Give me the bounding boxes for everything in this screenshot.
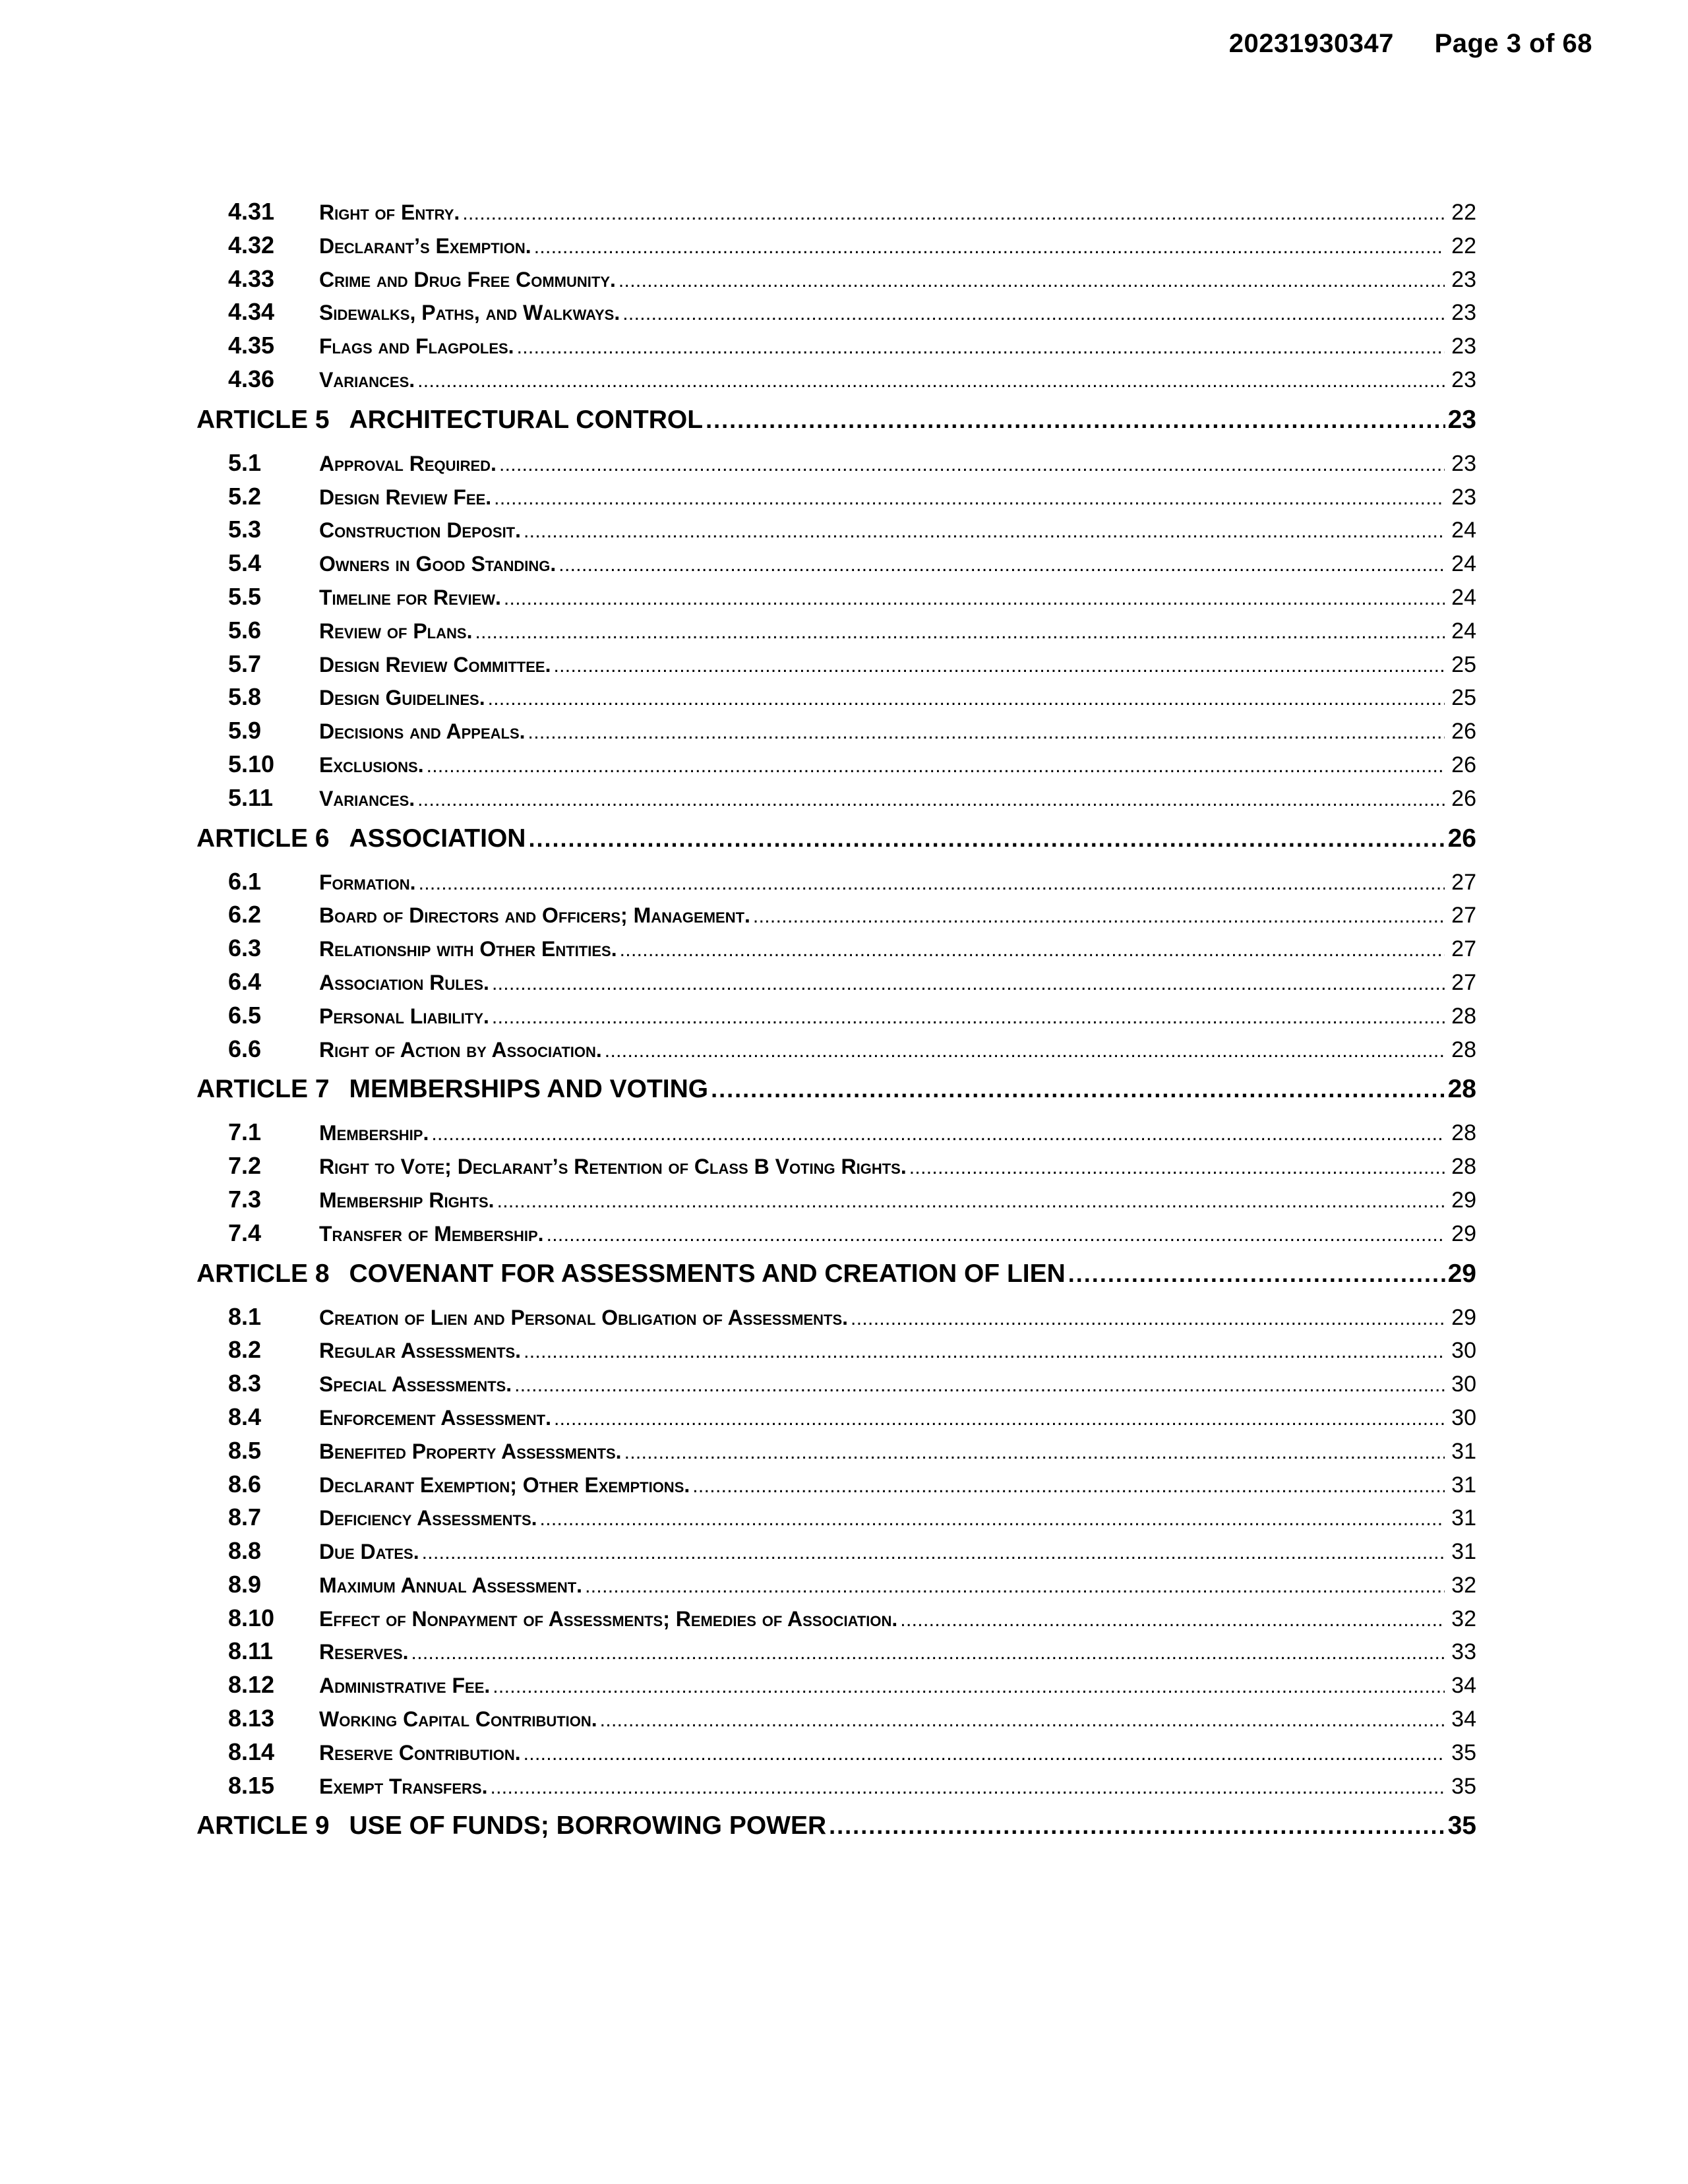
section-number: 5.3	[228, 516, 262, 543]
toc-entry	[196, 1035, 1476, 1069]
toc-article-heading	[196, 1259, 1476, 1295]
toc-entry	[196, 934, 1476, 968]
article-title: COVENANT FOR ASSESSMENTS AND CREATION OF LIEN	[349, 1259, 1066, 1288]
dot-leader	[493, 1676, 1445, 1698]
dot-leader	[417, 370, 1445, 392]
article-label: ARTICLE 6	[196, 824, 330, 853]
section-number: 8.14	[228, 1738, 275, 1765]
section-number: 5.9	[228, 717, 262, 744]
section-title: Administrative Fee.	[319, 1674, 491, 1698]
section-number: 4.33	[228, 264, 275, 292]
toc-entry	[196, 332, 1476, 365]
page-header	[1229, 29, 1592, 59]
section-number: 8.5	[228, 1436, 262, 1464]
dot-leader	[492, 973, 1445, 995]
dot-leader	[528, 721, 1445, 744]
section-page-number: 23	[1451, 334, 1476, 359]
toc-entry	[196, 901, 1476, 934]
section-title: Design Guidelines.	[319, 686, 485, 710]
section-page-number: 27	[1451, 869, 1476, 895]
article-page-number: 29	[1447, 1259, 1476, 1288]
section-title: Crime and Drug Free Community.	[319, 267, 616, 291]
section-title: Membership.	[319, 1121, 429, 1145]
section-title: Exempt Transfers.	[319, 1774, 488, 1798]
section-number: 8.1	[228, 1302, 262, 1330]
dot-leader	[524, 520, 1445, 543]
section-number: 5.1	[228, 448, 262, 476]
section-page-number: 31	[1451, 1472, 1476, 1498]
section-title: Owners in Good Standing.	[319, 552, 557, 576]
section-page-number: 24	[1451, 518, 1476, 543]
section-page-number: 23	[1451, 367, 1476, 392]
section-page-number: 28	[1451, 1037, 1476, 1062]
article-page-number: 35	[1447, 1811, 1476, 1840]
toc-entry	[196, 784, 1476, 818]
toc-entry	[196, 683, 1476, 717]
section-page-number: 26	[1451, 719, 1476, 744]
toc-entry	[196, 750, 1476, 784]
section-number: 7.2	[228, 1152, 262, 1180]
article-title: ARCHITECTURAL CONTROL	[349, 405, 704, 434]
section-title: Approval Required.	[319, 451, 497, 475]
section-title: Creation of Lien and Personal Obligation of Assessments.	[319, 1305, 849, 1329]
section-page-number: 27	[1451, 903, 1476, 928]
dot-leader	[494, 487, 1445, 510]
section-title: Construction Deposit.	[319, 518, 522, 543]
dot-leader	[462, 202, 1445, 225]
section-number: 8.3	[228, 1370, 262, 1397]
article-label: ARTICLE 9	[196, 1811, 330, 1840]
section-number: 8.4	[228, 1403, 262, 1430]
section-page-number: 31	[1451, 1438, 1476, 1464]
toc-entry	[196, 1503, 1476, 1537]
section-number: 6.5	[228, 1001, 262, 1029]
section-title: Right of Entry.	[319, 200, 460, 224]
section-page-number: 25	[1451, 685, 1476, 711]
section-number: 6.6	[228, 1035, 262, 1062]
section-title: Declarant’s Exemption.	[319, 233, 531, 258]
section-number: 8.9	[228, 1570, 262, 1598]
article-page-number: 23	[1447, 405, 1476, 434]
section-title: Design Review Committee.	[319, 652, 551, 677]
article-title: ASSOCIATION	[349, 824, 526, 853]
dot-leader	[692, 1475, 1445, 1498]
section-page-number: 30	[1451, 1405, 1476, 1430]
dot-leader	[585, 1575, 1445, 1598]
section-page-number: 27	[1451, 969, 1476, 995]
dot-leader	[900, 1609, 1445, 1631]
section-title: Sidewalks, Paths, and Walkways.	[319, 301, 620, 325]
dot-leader	[419, 872, 1445, 895]
section-title: Effect of Nonpayment of Assessments; Remedies of Association.	[319, 1606, 898, 1631]
section-page-number: 28	[1451, 1120, 1476, 1146]
section-number: 5.6	[228, 616, 262, 644]
section-page-number: 26	[1451, 752, 1476, 777]
dot-leader	[909, 1157, 1445, 1179]
dot-leader	[851, 1308, 1445, 1330]
section-page-number: 35	[1451, 1740, 1476, 1765]
section-number: 8.10	[228, 1604, 275, 1631]
section-title: Maximum Annual Assessment.	[319, 1573, 583, 1597]
section-page-number: 30	[1451, 1372, 1476, 1397]
section-number: 8.12	[228, 1671, 275, 1699]
toc-entry	[196, 1336, 1476, 1370]
toc-entry	[196, 717, 1476, 750]
toc-entry	[196, 617, 1476, 650]
section-page-number: 29	[1451, 1187, 1476, 1213]
section-page-number: 28	[1451, 1154, 1476, 1180]
section-page-number: 26	[1451, 785, 1476, 811]
section-number: 5.5	[228, 582, 262, 610]
article-title: USE OF FUNDS; BORROWING POWER	[349, 1811, 827, 1840]
section-number: 6.1	[228, 867, 262, 895]
dot-leader	[829, 1812, 1445, 1840]
section-number: 7.3	[228, 1185, 262, 1213]
section-title: Right to Vote; Declarant’s Retention of Class B Voting Rights.	[319, 1155, 907, 1179]
section-page-number: 32	[1451, 1572, 1476, 1598]
section-page-number: 31	[1451, 1539, 1476, 1565]
toc-entry	[196, 1370, 1476, 1403]
dot-leader	[490, 1776, 1445, 1799]
section-title: Enforcement Assessment.	[319, 1405, 551, 1430]
dot-leader	[711, 1076, 1445, 1103]
section-page-number: 24	[1451, 584, 1476, 610]
dot-leader	[753, 905, 1445, 928]
toc-entry	[196, 1772, 1476, 1805]
section-number: 8.15	[228, 1771, 275, 1799]
toc-entry	[196, 516, 1476, 549]
toc-entry	[196, 1738, 1476, 1772]
section-page-number: 22	[1451, 233, 1476, 258]
toc-article-heading	[196, 406, 1476, 441]
section-number: 4.36	[228, 365, 275, 392]
section-title: Reserve Contribution.	[319, 1740, 521, 1765]
section-title: Due Dates.	[319, 1540, 419, 1564]
section-title: Review of Plans.	[319, 619, 473, 643]
section-page-number: 24	[1451, 618, 1476, 644]
section-number: 6.2	[228, 901, 262, 928]
toc-entry	[196, 1152, 1476, 1186]
toc-entry	[196, 231, 1476, 265]
toc-entry	[196, 583, 1476, 617]
section-title: Deficiency Assessments.	[319, 1506, 537, 1531]
section-number: 8.8	[228, 1537, 262, 1565]
section-number: 5.7	[228, 650, 262, 677]
toc-entry	[196, 1571, 1476, 1604]
section-number: 7.1	[228, 1118, 262, 1146]
toc-entry	[196, 868, 1476, 901]
dot-leader	[427, 755, 1445, 777]
section-number: 5.8	[228, 683, 262, 711]
section-page-number: 30	[1451, 1338, 1476, 1364]
dot-leader	[618, 270, 1445, 292]
toc-entry	[196, 1118, 1476, 1152]
section-title: Benefited Property Assessments.	[319, 1439, 622, 1463]
dot-leader	[497, 1190, 1445, 1213]
section-number: 7.4	[228, 1219, 262, 1246]
dot-leader	[554, 1408, 1445, 1430]
dot-leader	[706, 406, 1445, 434]
section-title: Flags and Flagpoles.	[319, 334, 514, 359]
section-page-number: 32	[1451, 1606, 1476, 1631]
toc-article-heading	[196, 824, 1476, 860]
toc-entry	[196, 1437, 1476, 1471]
toc-entry	[196, 449, 1476, 483]
section-page-number: 23	[1451, 450, 1476, 476]
dot-leader	[534, 236, 1445, 258]
dot-leader	[417, 789, 1445, 811]
toc-entry	[196, 968, 1476, 1002]
section-title: Personal Liability.	[319, 1004, 489, 1028]
dot-leader	[499, 454, 1445, 476]
toc-entry	[196, 198, 1476, 231]
section-page-number: 24	[1451, 551, 1476, 577]
section-title: Working Capital Contribution.	[319, 1707, 597, 1732]
section-page-number: 23	[1451, 484, 1476, 510]
section-number: 4.34	[228, 298, 275, 326]
section-title: Variances.	[319, 786, 415, 810]
toc-entry	[196, 1403, 1476, 1437]
dot-leader	[411, 1642, 1445, 1664]
section-number: 8.2	[228, 1336, 262, 1364]
section-title: Right of Action by Association.	[319, 1037, 602, 1062]
section-page-number: 33	[1451, 1639, 1476, 1665]
dot-leader	[547, 1224, 1445, 1246]
section-number: 5.11	[228, 783, 274, 811]
section-page-number: 29	[1451, 1221, 1476, 1246]
toc-entry	[196, 650, 1476, 684]
section-page-number: 35	[1451, 1773, 1476, 1799]
section-page-number: 28	[1451, 1003, 1476, 1029]
section-page-number: 29	[1451, 1304, 1476, 1330]
dot-leader	[622, 303, 1445, 325]
dot-leader	[514, 1374, 1445, 1397]
toc-article-heading	[196, 1075, 1476, 1110]
dot-leader	[504, 588, 1445, 610]
section-number: 8.6	[228, 1470, 262, 1498]
section-number: 6.4	[228, 967, 262, 995]
section-title: Formation.	[319, 870, 416, 894]
section-title: Timeline for Review.	[319, 585, 501, 609]
section-title: Board of Directors and Officers; Management.	[319, 903, 750, 928]
dot-leader	[422, 1542, 1445, 1564]
section-title: Reserves.	[319, 1640, 409, 1664]
section-number: 6.3	[228, 934, 262, 962]
article-page-number: 26	[1447, 824, 1476, 853]
section-title: Relationship with Other Entities.	[319, 937, 617, 961]
section-number: 5.4	[228, 549, 262, 577]
table-of-contents	[196, 198, 1476, 1855]
section-number: 8.11	[228, 1637, 274, 1665]
section-number: 5.10	[228, 750, 275, 777]
section-title: Transfer of Membership.	[319, 1221, 544, 1246]
section-number: 5.2	[228, 482, 262, 510]
dot-leader	[475, 621, 1445, 644]
article-label: ARTICLE 8	[196, 1259, 330, 1288]
dot-leader	[624, 1441, 1445, 1464]
toc-article-heading	[196, 1811, 1476, 1847]
toc-entry	[196, 483, 1476, 516]
section-title: Declarant Exemption; Other Exemptions.	[319, 1472, 690, 1497]
section-page-number: 25	[1451, 652, 1476, 677]
section-page-number: 34	[1451, 1707, 1476, 1732]
section-number: 4.32	[228, 231, 275, 258]
toc-entry	[196, 298, 1476, 332]
toc-entry	[196, 1604, 1476, 1638]
dot-leader	[528, 825, 1445, 853]
toc-entry	[196, 365, 1476, 399]
toc-entry	[196, 1637, 1476, 1671]
section-title: Design Review Fee.	[319, 485, 492, 509]
section-number: 4.31	[228, 198, 275, 225]
dot-leader	[431, 1123, 1445, 1145]
dot-leader	[524, 1341, 1445, 1363]
page-number: Page 3 of 68	[1434, 29, 1592, 58]
toc-entry	[196, 1705, 1476, 1738]
section-title: Association Rules.	[319, 970, 489, 994]
section-page-number: 23	[1451, 266, 1476, 292]
dot-leader	[540, 1508, 1445, 1531]
article-label: ARTICLE 7	[196, 1075, 330, 1104]
dot-leader	[605, 1040, 1445, 1062]
section-page-number: 22	[1451, 200, 1476, 225]
toc-entry	[196, 1186, 1476, 1219]
dot-leader	[1068, 1260, 1445, 1288]
section-title: Special Assessments.	[319, 1372, 512, 1397]
section-title: Regular Assessments.	[319, 1339, 522, 1363]
toc-entry	[196, 1303, 1476, 1337]
section-title: Membership Rights.	[319, 1188, 495, 1212]
toc-entry	[196, 1471, 1476, 1504]
dot-leader	[558, 554, 1445, 576]
section-number: 4.35	[228, 332, 275, 359]
section-page-number: 23	[1451, 300, 1476, 326]
section-page-number: 31	[1451, 1505, 1476, 1531]
toc-entry	[196, 1537, 1476, 1571]
section-number: 8.13	[228, 1705, 275, 1732]
document-number: 20231930347	[1228, 29, 1394, 58]
dot-leader	[553, 655, 1445, 677]
toc-entry	[196, 265, 1476, 299]
dot-leader	[524, 1743, 1445, 1765]
section-number: 8.7	[228, 1503, 262, 1531]
dot-leader	[600, 1709, 1445, 1732]
dot-leader	[492, 1006, 1445, 1029]
section-title: Exclusions.	[319, 752, 424, 777]
dot-leader	[620, 939, 1445, 961]
toc-entry	[196, 1671, 1476, 1705]
section-page-number: 34	[1451, 1673, 1476, 1699]
article-title: MEMBERSHIPS AND VOTING	[349, 1075, 709, 1104]
toc-entry	[196, 1002, 1476, 1035]
dot-leader	[488, 688, 1445, 710]
article-label: ARTICLE 5	[196, 405, 330, 434]
section-page-number: 27	[1451, 936, 1476, 962]
section-title: Variances.	[319, 367, 415, 392]
toc-entry	[196, 549, 1476, 583]
article-page-number: 28	[1447, 1075, 1476, 1104]
section-title: Decisions and Appeals.	[319, 719, 526, 744]
toc-entry	[196, 1219, 1476, 1253]
dot-leader	[517, 336, 1445, 359]
